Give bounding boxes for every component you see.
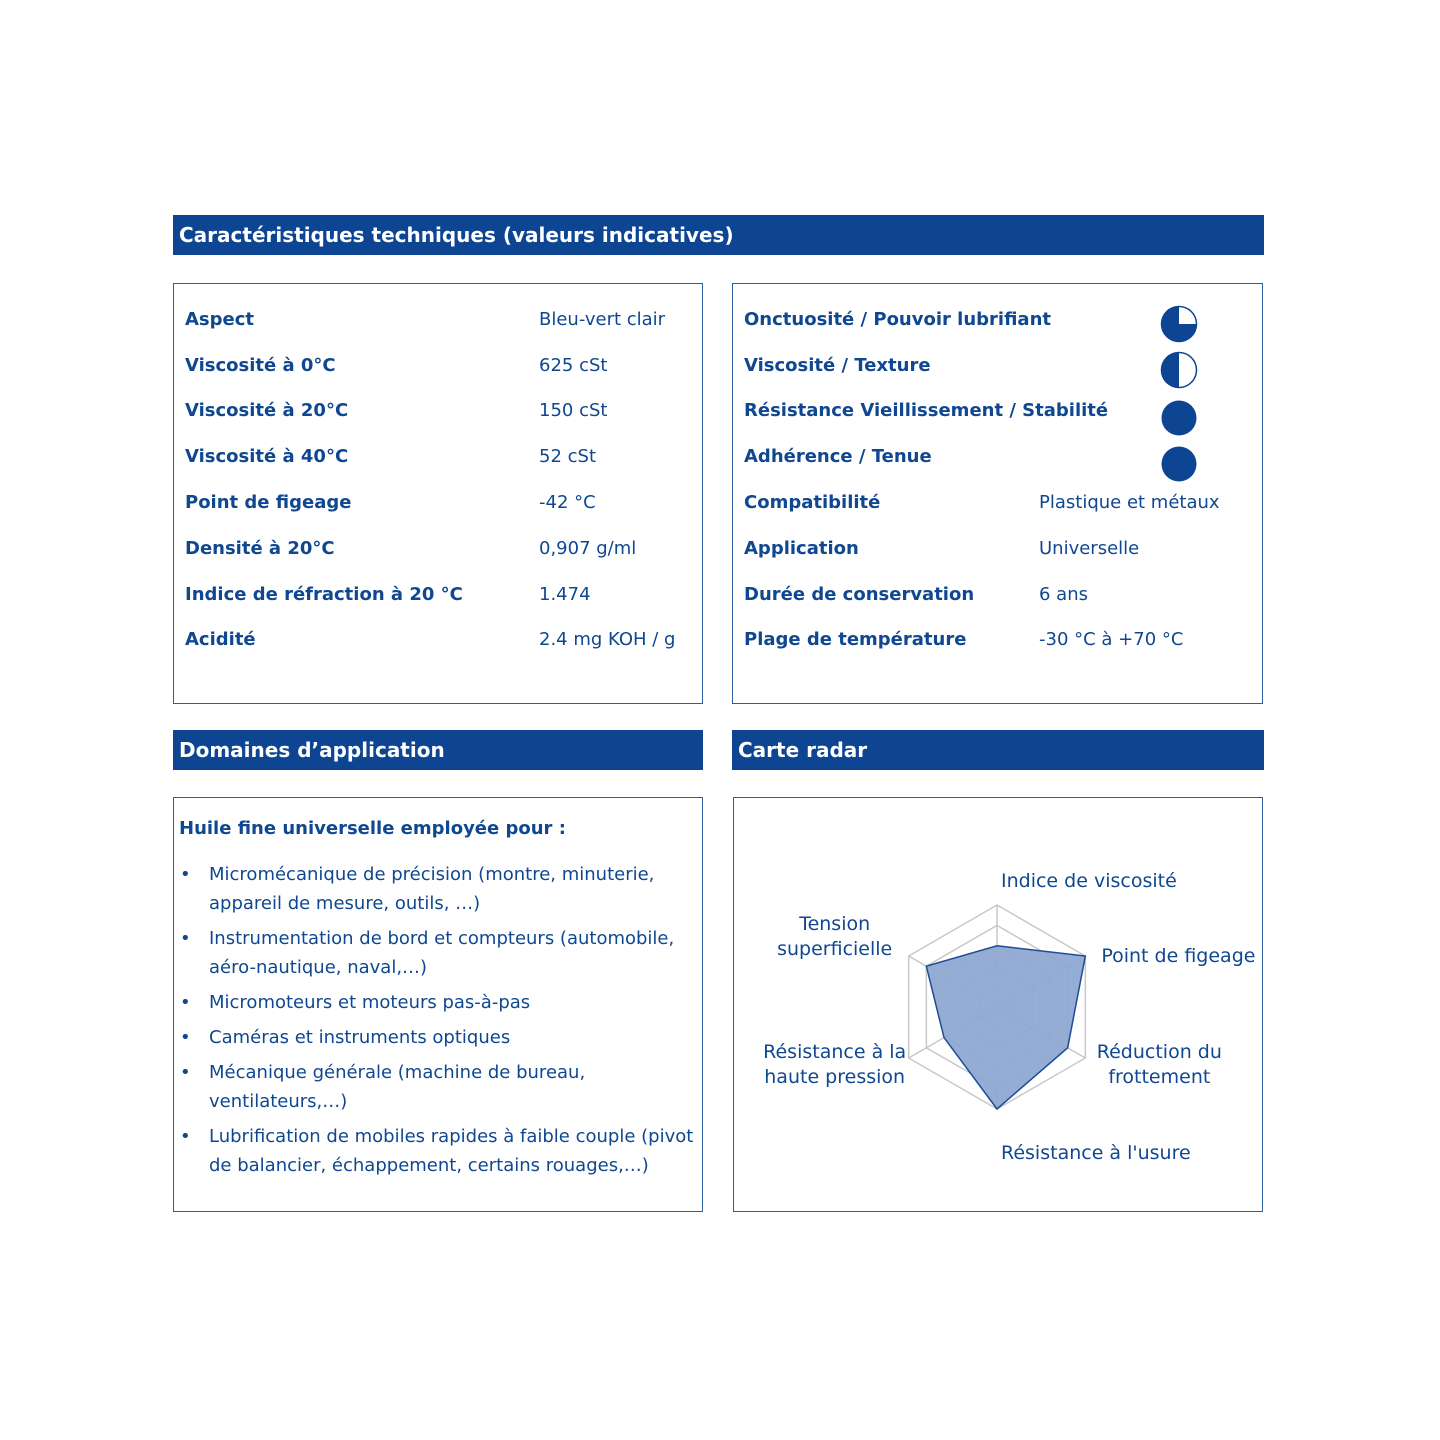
- list-item-text: Lubrification de mobiles rapides à faible couple (pivot de balancier, échappement, certains rouages,…): [209, 1126, 694, 1176]
- rating-row: [733, 308, 1262, 332]
- specs-header: [173, 215, 1264, 255]
- rating-label: Onctuosité / Pouvoir lubrifiant: [744, 309, 1051, 330]
- spec-value: 0,907 g/ml: [539, 538, 637, 559]
- list-item-text: Caméras et instruments optiques: [209, 1027, 511, 1048]
- spec-label: Viscosité à 40°C: [185, 446, 349, 467]
- rating-label: Résistance Vieillissement / Stabilité: [744, 400, 1109, 421]
- bullet: •: [180, 864, 191, 885]
- spec-row: [733, 537, 1262, 561]
- applications-list: [174, 860, 704, 1186]
- spec-value: -42 °C: [539, 492, 596, 513]
- spec-row: [733, 628, 1262, 652]
- spec-label: Indice de réfraction à 20 °C: [185, 584, 463, 605]
- spec-label: Point de figeage: [185, 492, 352, 513]
- spec-label: Viscosité à 20°C: [185, 400, 349, 421]
- rating-row: [733, 354, 1262, 378]
- list-item: [174, 1122, 704, 1180]
- radar-series-area: [926, 946, 1085, 1109]
- list-item: [174, 988, 704, 1017]
- list-item-text: Micromécanique de précision (montre, minuterie, appareil de mesure, outils, …): [209, 864, 655, 914]
- rating-row: [733, 399, 1262, 423]
- rating-label: Adhérence / Tenue: [744, 446, 932, 467]
- spec-value: 1.474: [539, 584, 591, 605]
- radar-axis-label-line: superficielle: [777, 938, 893, 960]
- spec-value: Bleu-vert clair: [539, 309, 666, 330]
- radar-header: [732, 730, 1264, 770]
- radar-axis-label: [1001, 870, 1177, 892]
- radar-axis-label: [777, 913, 892, 960]
- spec-row: [174, 445, 702, 469]
- spec-row: [174, 399, 702, 423]
- list-item-text: Instrumentation de bord et compteurs (automobile, aéro-nautique, naval,…): [209, 928, 675, 978]
- radar-box: [733, 797, 1263, 1212]
- spec-row: [174, 537, 702, 561]
- spec-label: Plage de température: [744, 629, 967, 650]
- radar-axis-label: [763, 1041, 906, 1088]
- spec-label: Durée de conservation: [744, 584, 975, 605]
- applications-header: [173, 730, 703, 770]
- spec-label: Application: [744, 538, 859, 559]
- rating-pie-icon: [1159, 444, 1199, 484]
- bullet: •: [180, 1062, 191, 1083]
- spec-value: 6 ans: [1039, 584, 1088, 605]
- radar-chart: [734, 798, 1262, 1211]
- spec-row: [174, 583, 702, 607]
- applications-box: [173, 797, 703, 1212]
- rating-label: Viscosité / Texture: [744, 355, 931, 376]
- spec-label: Densité à 20°C: [185, 538, 335, 559]
- spec-label: Acidité: [185, 629, 256, 650]
- spec-row: [174, 491, 702, 515]
- specs-left-box: [173, 283, 703, 704]
- spec-value: 52 cSt: [539, 446, 597, 467]
- specs-right-box: [732, 283, 1263, 704]
- applications-intro: Huile fine universelle employée pour :: [179, 818, 566, 839]
- list-item: [174, 1058, 704, 1116]
- radar-axis-label-line: Tension: [799, 913, 871, 935]
- spec-value: -30 °C à +70 °C: [1039, 629, 1184, 650]
- list-item: [174, 1023, 704, 1052]
- radar-axis-label-line: Résistance à la: [763, 1041, 907, 1063]
- bullet: •: [180, 928, 191, 949]
- radar-header-title: Carte radar: [738, 738, 868, 762]
- radar-axis-label-line: Indice de viscosité: [1001, 870, 1177, 892]
- rating-row: [733, 445, 1262, 469]
- rating-fill: [1162, 447, 1197, 482]
- spec-row: [174, 308, 702, 332]
- list-item: [174, 860, 704, 918]
- rating-pie-icon: [1159, 304, 1199, 344]
- applications-header-title: Domaines d’application: [179, 738, 445, 762]
- spec-row: [174, 628, 702, 652]
- spec-value: 150 cSt: [539, 400, 608, 421]
- spec-value: 625 cSt: [539, 355, 608, 376]
- bullet: •: [180, 992, 191, 1013]
- radar-axis-label: [1097, 1041, 1222, 1088]
- rating-fill: [1162, 401, 1197, 436]
- spec-row: [733, 583, 1262, 607]
- spec-row: [733, 491, 1262, 515]
- radar-axis-label-line: Résistance à l'usure: [1001, 1142, 1191, 1164]
- rating-fill: [1162, 353, 1179, 388]
- specs-header-title: Caractéristiques techniques (valeurs indicatives): [179, 223, 734, 247]
- list-item-text: Micromoteurs et moteurs pas-à-pas: [209, 992, 531, 1013]
- spec-value: 2.4 mg KOH / g: [539, 629, 676, 650]
- spec-row: [174, 354, 702, 378]
- spec-value: Plastique et métaux: [1039, 492, 1220, 513]
- radar-axis-label: [1001, 1142, 1191, 1164]
- radar-axis-label-line: Réduction du: [1096, 1041, 1222, 1063]
- bullet: •: [180, 1027, 191, 1048]
- list-item-text: Mécanique générale (machine de bureau, ventilateurs,…): [209, 1062, 586, 1112]
- spec-label: Aspect: [185, 309, 255, 330]
- radar-axis-label: [1101, 945, 1255, 967]
- rating-pie-icon: [1159, 398, 1199, 438]
- radar-axis-label-line: Point de figeage: [1101, 945, 1256, 967]
- spec-value: Universelle: [1039, 538, 1140, 559]
- spec-label: Viscosité à 0°C: [185, 355, 336, 376]
- radar-axis-label-line: haute pression: [764, 1066, 906, 1088]
- radar-axis-label-line: frottement: [1108, 1066, 1211, 1088]
- spec-label: Compatibilité: [744, 492, 881, 513]
- list-item: [174, 924, 704, 982]
- rating-pie-icon: [1159, 350, 1199, 390]
- bullet: •: [180, 1126, 191, 1147]
